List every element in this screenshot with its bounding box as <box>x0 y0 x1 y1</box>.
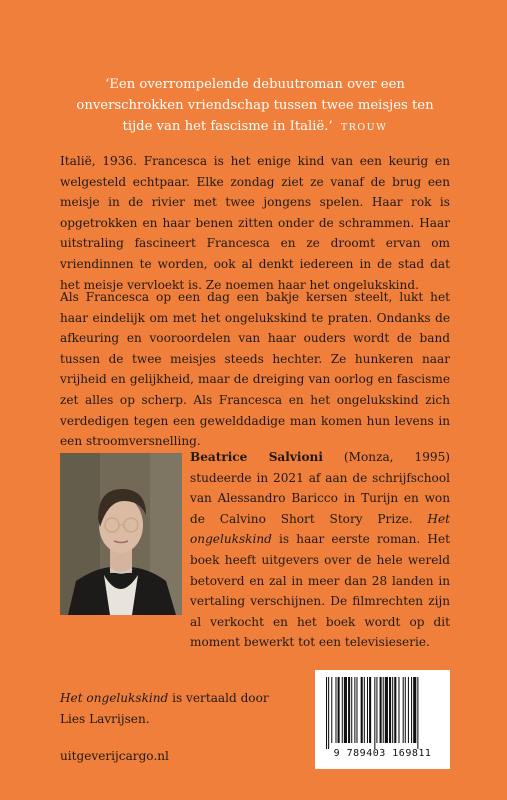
barcode-bar <box>394 677 396 743</box>
translator-credit <box>60 688 280 729</box>
barcode-bar <box>335 677 336 743</box>
barcode-bar <box>408 677 409 743</box>
barcode-bar <box>344 677 347 743</box>
isbn-number: 9 789403 169811 <box>333 748 432 759</box>
blurb-paragraph-2: Als Francesca op een dag een bakje kersen steelt, lukt het haar eindelijk om met het ongelukskind te praten. Ondanks de afkeuring en vooroordelen van haar ouders wordt de band tussen de twee meisjes steeds hechter. Ze hunkeren naar vrijheid en gelijkheid, maar de dreiging van oorlog en fascisme zet alles op scherp. Als Francesca en het ongelukskind zich verdedigen tegen een gewelddadige man komen hun levens in een stroomversnelling. <box>60 290 450 449</box>
barcode-bar <box>383 677 384 743</box>
barcode-bar <box>398 677 399 743</box>
author-bio-text-b: is haar eerste roman. Het boek heeft uitgevers over de hele wereld betoverd en zal in meer dan 28 landen in vertaling verschijnen. De filmrechten zijn al verkocht en het boek wordt op dit moment bewerkt tot een televisieserie. <box>190 532 450 650</box>
author-name: Beatrice Salvioni <box>190 450 323 464</box>
translated-book-title: Het ongelukskind <box>60 691 169 705</box>
barcode-bar <box>403 677 404 743</box>
barcode-bar <box>342 677 343 743</box>
barcode-bar <box>328 677 329 749</box>
barcode-bar <box>326 677 327 749</box>
review-quote <box>60 74 450 138</box>
barcode-bar <box>348 677 350 743</box>
barcode-bar <box>361 677 363 743</box>
author-portrait-image <box>60 453 182 615</box>
translator-text: is vertaald door Lies Lavrijsen. <box>60 691 269 726</box>
barcode-bar <box>389 677 391 743</box>
bio-book-title: Het ongelukskind <box>190 511 450 547</box>
isbn-barcode <box>315 670 450 769</box>
publisher-website: uitgeverijcargo.nl <box>60 749 169 763</box>
barcode-bar <box>405 677 406 743</box>
barcode-bar <box>385 677 388 743</box>
barcode-bar <box>338 677 340 743</box>
quote-source: TROUW <box>340 122 388 133</box>
blurb-paragraph-1: Italië, 1936. Francesca is het enige kind van een keurig en welgesteld echtpaar. Elke zondag ziet ze vanaf de brug een meisje in de rivier met twee jongens spelen. Haar rok is opgetrokken en haar benen zitten onder de schrammen. Haar uitstraling fascineert Francesca en ze droomt ervan om vriendinnen te worden, ook al denkt iedereen in de stad dat het meisje vervloekt is. Ze noemen haar het ongelukskind. <box>60 154 450 292</box>
author-bio-text-a: (Monza, 1995) studeerde in 2021 af aan de schrijfschool van Alessandro Baricco in Turijn en won de Calvino Short Story Prize. <box>190 450 450 526</box>
quote-text: ‘Een overrompelende debuutroman over een onverschrokken vriendschap tussen twee meisjes ten tijde van het fascisme in Italië.’ <box>76 77 434 134</box>
barcode-bar <box>380 677 382 743</box>
barcode-bar <box>411 677 412 743</box>
barcode-bar <box>413 677 416 743</box>
barcode-bar <box>356 677 357 743</box>
author-bio <box>190 447 450 653</box>
barcode-bar <box>392 677 393 743</box>
barcode-bar <box>369 677 371 743</box>
barcode-bar <box>367 677 368 743</box>
author-photo <box>60 453 182 615</box>
barcode-bar <box>376 677 377 743</box>
barcode-bar <box>331 677 332 743</box>
barcode-bar <box>374 677 375 749</box>
barcode-bar <box>354 677 355 743</box>
barcode-bar <box>417 677 418 749</box>
barcode-bars <box>324 677 441 749</box>
barcode-bar <box>364 677 365 743</box>
barcode-bar <box>351 677 352 743</box>
